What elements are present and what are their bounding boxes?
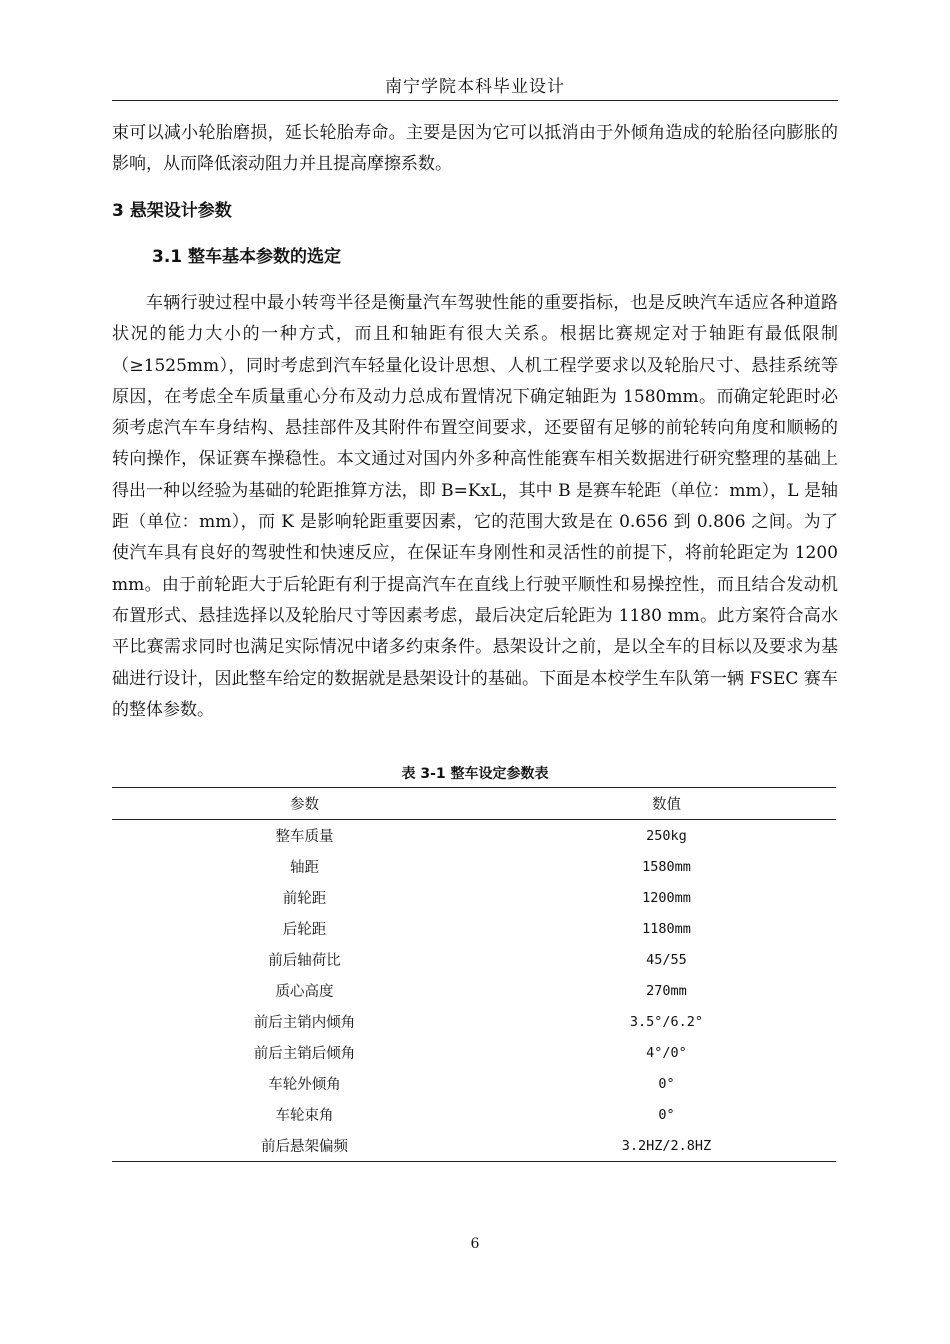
param-name: 前后主销后倾角 <box>253 1046 356 1062</box>
header-divider <box>112 100 838 101</box>
param-value: 1180mm <box>642 920 691 937</box>
param-value: 0° <box>658 1106 675 1123</box>
column-header-value: 数值 <box>497 788 836 820</box>
param-value: 4°/0° <box>646 1044 687 1061</box>
table-row <box>112 1130 836 1162</box>
page-header-title: 南宁学院本科毕业设计 <box>385 77 565 97</box>
param-name: 整车质量 <box>275 829 334 845</box>
param-name: 前轮距 <box>282 891 327 907</box>
param-value: 3.2HZ/2.8HZ <box>497 1130 836 1162</box>
table-row <box>112 1068 836 1099</box>
param-value: 3.5°/6.2° <box>629 1013 704 1030</box>
table-row <box>112 944 836 975</box>
param-value: 0° <box>658 1075 675 1092</box>
table-header-row <box>112 788 836 820</box>
param-name: 质心高度 <box>275 984 334 1000</box>
page-number: 6 <box>470 1236 480 1252</box>
table-row <box>112 1099 836 1130</box>
table-caption: 表 3-1 整车设定参数表 <box>401 766 549 782</box>
param-name: 前后悬架偏频 <box>112 1130 497 1162</box>
param-value: 45/55 <box>646 951 687 968</box>
intro-paragraph: 束可以减小轮胎磨损，延长轮胎寿命。主要是因为它可以抵消由于外倾角造成的轮胎径向膨胀的影响，从而降低滚动阻力并且提高摩擦系数。 <box>112 123 838 175</box>
table-row <box>112 975 836 1006</box>
table-row <box>112 820 836 852</box>
param-name: 前后主销内倾角 <box>253 1015 356 1031</box>
main-paragraph: 车辆行驶过程中最小转弯半径是衡量汽车驾驶性能的重要指标，也是反映汽车适应各种道路状况的能力大小的一种方式，而且和轴距有很大关系。根据比赛规定对于轴距有最低限制（≥1525mm），同时考虑到汽车轻量化设计思想、人机工程学要求以及轮胎尺寸、悬挂系统等原因，在考虑全车质量重心分布及动力总成布置情况下确定轴距为 1580mm。而确定轮距时必须考虑汽车车身结构、悬挂部件及其附件布置空间要求，还要留有足够的前轮转向角度和顺畅的转向操作，保证赛车操稳性。本文通过对国内外多种高性能赛车相关数据进行研究整理的基础上得出一种以经验为基础的轮距推算方法，即 B=KxL，其中 B 是赛车轮距（单位：mm），L 是轴距（单位：mm），而 K 是影响轮距重要因素，它的范围大致是在 0.656 到 0.806 之间。为了使汽车具有良好的驾驶性和快速反应，在保证车身刚性和灵活性的前提下，将前轮距定为 1200 mm。由于前轮距大于后轮距有利于提高汽车在直线上行驶平顺性和易操控性，而且结合发动机布置形式、悬挂选择以及轮胎尺寸等因素考虑，最后决定后轮距为 1180 mm。此方案符合高水平比赛需求同时也满足实际情况中诸多约束条件。悬架设计之前，是以全车的目标以及要求为基础进行设计，因此整车给定的数据就是悬架设计的基础。下面是本校学生车队第一辆 FSEC 赛车的整体参数。 <box>112 293 838 720</box>
section-heading: 3 悬架设计参数 <box>112 201 232 221</box>
table-row <box>112 882 836 913</box>
column-header-parameter: 参数 <box>112 788 497 820</box>
table-row <box>112 913 836 944</box>
param-value: 1580mm <box>642 858 691 875</box>
param-value: 270mm <box>646 982 687 999</box>
param-value: 250kg <box>646 827 687 844</box>
table-row <box>112 1037 836 1068</box>
table-row <box>112 851 836 882</box>
subsection-heading: 3.1 整车基本参数的选定 <box>152 247 342 267</box>
parameter-table <box>112 787 836 1162</box>
param-name: 轴距 <box>289 860 319 876</box>
param-name: 后轮距 <box>282 922 327 938</box>
table-row <box>112 1006 836 1037</box>
param-name: 车轮束角 <box>275 1108 334 1124</box>
param-name: 车轮外倾角 <box>268 1077 341 1093</box>
param-name: 前后轴荷比 <box>268 953 341 969</box>
param-value: 1200mm <box>642 889 691 906</box>
